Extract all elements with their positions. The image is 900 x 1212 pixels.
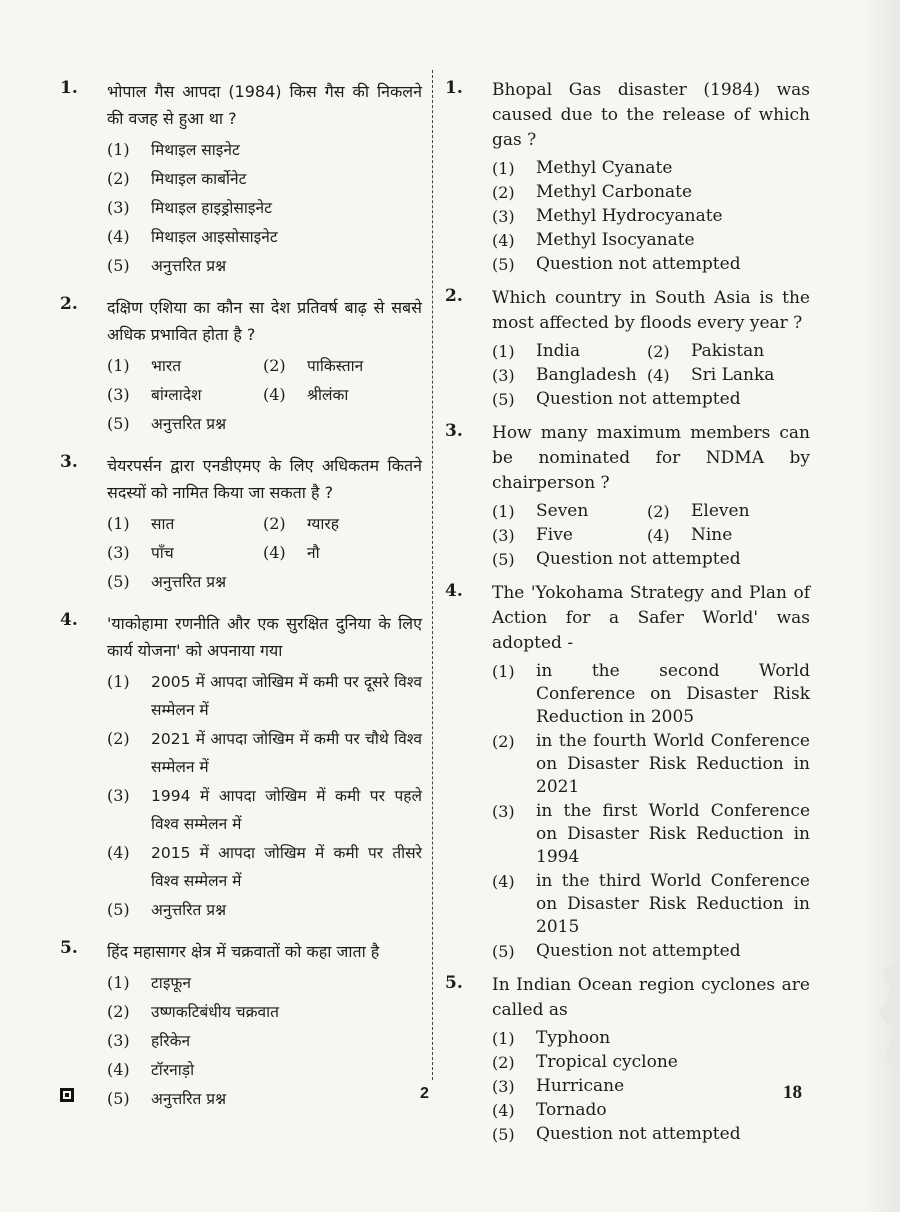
option-text: Typhoon bbox=[536, 1028, 611, 1048]
option-number: (2) bbox=[492, 732, 515, 751]
option bbox=[107, 668, 422, 724]
option-text: Question not attempted bbox=[536, 254, 741, 274]
option-number: (2) bbox=[647, 502, 670, 521]
option-text: ग्यारह bbox=[307, 515, 339, 533]
option-number: (2) bbox=[647, 342, 670, 361]
option bbox=[107, 539, 263, 567]
option-text: Sri Lanka bbox=[691, 365, 775, 385]
option-text: नौ bbox=[307, 544, 320, 562]
question-text: चेयरपर्सन द्वारा एनडीएमए के लिए अधिकतम कितने सदस्यों को नामित किया जा सकता है ? bbox=[107, 456, 422, 502]
option bbox=[107, 510, 263, 538]
option-row bbox=[107, 510, 422, 539]
option-number: (3) bbox=[492, 207, 515, 226]
option-text: Hurricane bbox=[536, 1076, 625, 1096]
option-text: टाइफून bbox=[151, 974, 191, 992]
option-text: Pakistan bbox=[691, 341, 765, 361]
question-text: How many maximum members can be nominated for NDMA by chairperson ? bbox=[492, 423, 810, 493]
option-number: (3) bbox=[107, 543, 130, 562]
question-text: 'याकोहामा रणनीति और एक सुरक्षित दुनिया के लिए कार्य योजना' को अपनाया गया bbox=[107, 614, 422, 660]
option bbox=[107, 1056, 422, 1084]
option-text: अनुत्तरित प्रश्न bbox=[151, 415, 227, 433]
option-text: Methyl Isocyanate bbox=[536, 230, 695, 250]
option-text: पाकिस्तान bbox=[307, 357, 364, 375]
option bbox=[107, 194, 422, 222]
option-number: (3) bbox=[492, 802, 515, 821]
question-number: 5. bbox=[445, 973, 463, 993]
option-number: (5) bbox=[492, 1125, 515, 1144]
option-number: (1) bbox=[492, 342, 515, 361]
option-text: हरिकेन bbox=[151, 1032, 191, 1050]
option bbox=[107, 381, 263, 409]
question-item bbox=[445, 78, 810, 276]
question-text: Bhopal Gas disaster (1984) was caused due to the release of which gas ? bbox=[492, 80, 810, 150]
page-number: 2 bbox=[420, 1085, 429, 1102]
option-text: सात bbox=[151, 515, 175, 533]
option-text: Question not attempted bbox=[536, 941, 741, 961]
option bbox=[263, 352, 421, 380]
option bbox=[647, 364, 806, 387]
option-text: श्रीलंका bbox=[307, 386, 349, 404]
option-number: (4) bbox=[492, 1101, 515, 1120]
option-text: Question not attempted bbox=[536, 549, 741, 569]
option bbox=[492, 229, 810, 252]
question-text: भोपाल गैस आपदा (1984) किस गैस की निकलने की वजह से हुआ था ? bbox=[107, 82, 422, 128]
option-number: (2) bbox=[263, 514, 286, 533]
option-text: India bbox=[536, 341, 581, 361]
option bbox=[492, 870, 810, 939]
option-number: (5) bbox=[107, 256, 130, 275]
option-row bbox=[492, 500, 810, 524]
option-number: (5) bbox=[492, 255, 515, 274]
option-list bbox=[107, 969, 422, 1113]
option bbox=[107, 223, 422, 251]
option bbox=[107, 410, 422, 438]
option-number: (5) bbox=[107, 414, 130, 433]
option bbox=[492, 660, 810, 729]
question-text: Which country in South Asia is the most affected by floods every year ? bbox=[492, 288, 810, 333]
question-number: 3. bbox=[60, 452, 78, 472]
option-text: अनुत्तरित प्रश्न bbox=[151, 1090, 227, 1108]
option bbox=[647, 524, 806, 547]
option bbox=[107, 352, 263, 380]
option-list bbox=[492, 157, 810, 276]
option-text: Methyl Hydrocyanate bbox=[536, 206, 723, 226]
option-text: मिथाइल हाइड्रोसाइनेट bbox=[151, 199, 272, 217]
option bbox=[492, 524, 647, 547]
option-number: (4) bbox=[492, 872, 515, 891]
option-text: मिथाइल साइनेट bbox=[151, 141, 240, 159]
option bbox=[263, 510, 421, 538]
option-text: 2005 में आपदा जोखिम में कमी पर दूसरे विश्व सम्मेलन में bbox=[151, 673, 422, 719]
option-number: (4) bbox=[263, 385, 286, 404]
option-text: Question not attempted bbox=[536, 389, 741, 409]
option-number: (3) bbox=[492, 366, 515, 385]
option-text: Eleven bbox=[691, 501, 750, 521]
question-number: 2. bbox=[60, 294, 78, 314]
option-text: Tornado bbox=[536, 1100, 607, 1120]
question-number: 4. bbox=[60, 610, 78, 630]
option-list bbox=[107, 352, 422, 438]
option-row bbox=[492, 524, 810, 548]
option-text: in the second World Conference on Disaster Risk Reduction in 2005 bbox=[536, 661, 810, 727]
option bbox=[647, 340, 806, 363]
option-text: Bangladesh bbox=[536, 365, 637, 385]
option-number: (1) bbox=[107, 140, 130, 159]
option-text: अनुत्तरित प्रश्न bbox=[151, 257, 227, 275]
option-list bbox=[107, 136, 422, 280]
option-number: (2) bbox=[107, 1002, 130, 1021]
booklet-number: 18 bbox=[783, 1082, 802, 1103]
option-row bbox=[107, 352, 422, 381]
option bbox=[107, 839, 422, 895]
option-text: Methyl Carbonate bbox=[536, 182, 693, 202]
option-number: (4) bbox=[263, 543, 286, 562]
option-row bbox=[107, 381, 422, 410]
option-number: (5) bbox=[492, 550, 515, 569]
question-number: 3. bbox=[445, 421, 463, 441]
option-list bbox=[492, 1027, 810, 1146]
option-list bbox=[492, 500, 810, 571]
option-number: (1) bbox=[492, 502, 515, 521]
option-number: (5) bbox=[107, 572, 130, 591]
option-number: (4) bbox=[647, 366, 670, 385]
question-item bbox=[60, 452, 422, 596]
option-text: Question not attempted bbox=[536, 1124, 741, 1144]
option-number: (2) bbox=[263, 356, 286, 375]
option bbox=[492, 157, 810, 180]
question-number: 1. bbox=[60, 78, 78, 98]
option-text: 2021 में आपदा जोखिम में कमी पर चौथे विश्व सम्मेलन में bbox=[151, 730, 422, 776]
option-number: (4) bbox=[492, 231, 515, 250]
option-number: (3) bbox=[107, 1031, 130, 1050]
option-number: (1) bbox=[107, 672, 130, 691]
option-list bbox=[107, 668, 422, 924]
option bbox=[492, 1027, 810, 1050]
option-number: (3) bbox=[107, 786, 130, 805]
option-text: भारत bbox=[151, 357, 182, 375]
option-text: Tropical cyclone bbox=[536, 1052, 678, 1072]
option-list bbox=[492, 340, 810, 411]
option-text: in the first World Conference on Disaster Risk Reduction in 1994 bbox=[536, 801, 810, 867]
option-row bbox=[492, 340, 810, 364]
option-number: (5) bbox=[107, 1089, 130, 1108]
option-number: (1) bbox=[492, 662, 515, 681]
hindi-column bbox=[60, 78, 422, 1127]
option-number: (5) bbox=[107, 900, 130, 919]
question-text: The 'Yokohama Strategy and Plan of Action for a Safer World' was adopted - bbox=[492, 583, 810, 653]
option bbox=[492, 800, 810, 869]
question-number: 4. bbox=[445, 581, 463, 601]
option-number: (4) bbox=[107, 843, 130, 862]
option bbox=[492, 730, 810, 799]
option-number: (4) bbox=[107, 227, 130, 246]
option-text: in the third World Conference on Disaster Risk Reduction in 2015 bbox=[536, 871, 810, 937]
option bbox=[107, 136, 422, 164]
option-text: Five bbox=[536, 525, 573, 545]
option bbox=[107, 568, 422, 596]
option bbox=[263, 539, 421, 567]
option-number: (2) bbox=[107, 729, 130, 748]
question-item bbox=[60, 938, 422, 1113]
option-number: (3) bbox=[492, 526, 515, 545]
option-number: (1) bbox=[107, 973, 130, 992]
option bbox=[107, 969, 422, 997]
option bbox=[492, 181, 810, 204]
question-text: In Indian Ocean region cyclones are called as bbox=[492, 975, 810, 1020]
option bbox=[492, 253, 810, 276]
option-text: Methyl Cyanate bbox=[536, 158, 673, 178]
question-text: हिंद महासागर क्षेत्र में चक्रवातों को कहा जाता है bbox=[107, 942, 380, 961]
option bbox=[492, 1075, 810, 1098]
option-number: (5) bbox=[492, 942, 515, 961]
option bbox=[492, 1099, 810, 1122]
option-number: (1) bbox=[107, 356, 130, 375]
question-item bbox=[445, 421, 810, 571]
option-text: बांग्लादेश bbox=[151, 386, 202, 404]
option bbox=[107, 725, 422, 781]
option-list bbox=[107, 510, 422, 596]
option-text: Nine bbox=[691, 525, 733, 545]
option-number: (3) bbox=[492, 1077, 515, 1096]
english-column bbox=[445, 78, 810, 1156]
option-number: (2) bbox=[107, 169, 130, 188]
option bbox=[492, 940, 810, 963]
option-text: उष्णकटिबंधीय चक्रवात bbox=[151, 1003, 279, 1021]
question-item bbox=[60, 610, 422, 924]
option bbox=[492, 1123, 810, 1146]
question-number: 1. bbox=[445, 78, 463, 98]
question-item bbox=[445, 581, 810, 963]
option-number: (1) bbox=[492, 159, 515, 178]
option-number: (2) bbox=[492, 1053, 515, 1072]
option bbox=[107, 1085, 422, 1113]
question-number: 2. bbox=[445, 286, 463, 306]
option-row bbox=[107, 539, 422, 568]
option bbox=[492, 388, 810, 411]
option-text: टॉरनाड़ो bbox=[151, 1061, 195, 1079]
option-text: पाँच bbox=[151, 544, 174, 562]
option-number: (1) bbox=[107, 514, 130, 533]
option-text: मिथाइल आइसोसाइनेट bbox=[151, 228, 278, 246]
option bbox=[107, 998, 422, 1026]
option-number: (5) bbox=[492, 390, 515, 409]
column-divider bbox=[432, 70, 433, 1080]
option bbox=[492, 364, 647, 387]
option-number: (3) bbox=[107, 385, 130, 404]
option bbox=[492, 1051, 810, 1074]
option-text: Seven bbox=[536, 501, 589, 521]
option-list bbox=[492, 660, 810, 963]
option-text: अनुत्तरित प्रश्न bbox=[151, 573, 227, 591]
option bbox=[492, 340, 647, 363]
option bbox=[107, 165, 422, 193]
option-number: (4) bbox=[107, 1060, 130, 1079]
option bbox=[263, 381, 421, 409]
option bbox=[492, 500, 647, 523]
option-text: अनुत्तरित प्रश्न bbox=[151, 901, 227, 919]
question-item bbox=[445, 973, 810, 1146]
question-item bbox=[60, 78, 422, 280]
option bbox=[107, 1027, 422, 1055]
question-item bbox=[60, 294, 422, 438]
option bbox=[492, 548, 810, 571]
option-text: in the fourth World Conference on Disaster Risk Reduction in 2021 bbox=[536, 731, 810, 797]
question-number: 5. bbox=[60, 938, 78, 958]
option-text: मिथाइल कार्बोनेट bbox=[151, 170, 247, 188]
option-number: (4) bbox=[647, 526, 670, 545]
option bbox=[107, 896, 422, 924]
option-text: 2015 में आपदा जोखिम में कमी पर तीसरे विश्व सम्मेलन में bbox=[151, 844, 422, 890]
option-number: (1) bbox=[492, 1029, 515, 1048]
square-marker-icon bbox=[60, 1088, 74, 1102]
option-row bbox=[492, 364, 810, 388]
option bbox=[107, 252, 422, 280]
option bbox=[647, 500, 806, 523]
question-item bbox=[445, 286, 810, 411]
option bbox=[107, 782, 422, 838]
question-text: दक्षिण एशिया का कौन सा देश प्रतिवर्ष बाढ़ से सबसे अधिक प्रभावित होता है ? bbox=[107, 298, 422, 344]
option-number: (3) bbox=[107, 198, 130, 217]
option-number: (2) bbox=[492, 183, 515, 202]
option-text: 1994 में आपदा जोखिम में कमी पर पहले विश्व सम्मेलन में bbox=[151, 787, 422, 833]
option bbox=[492, 205, 810, 228]
